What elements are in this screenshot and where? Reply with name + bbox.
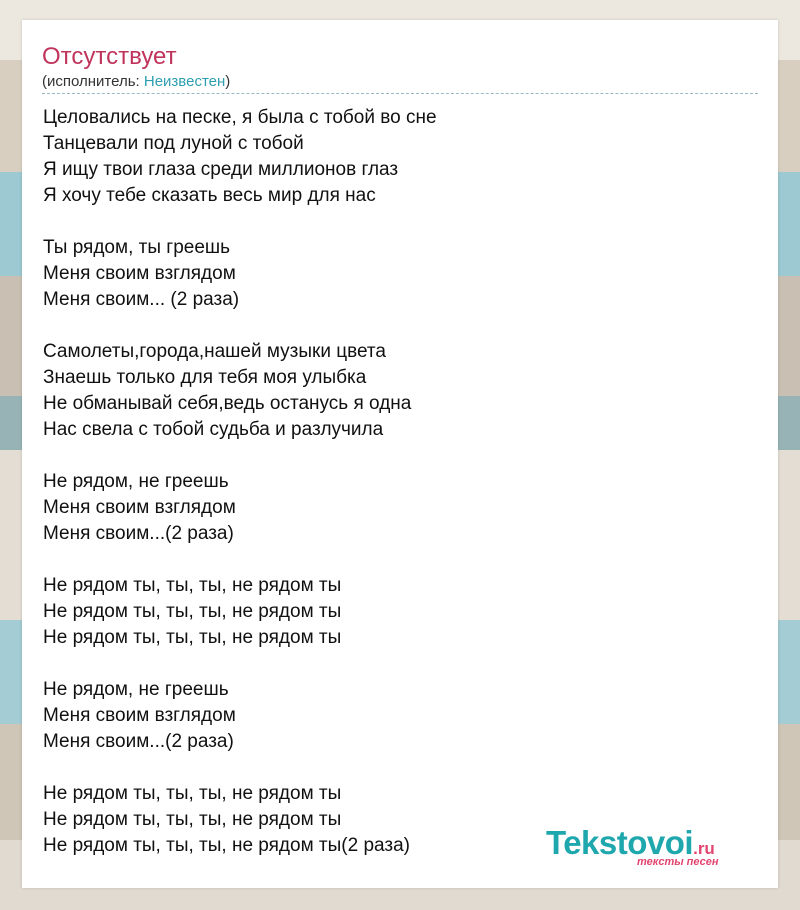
logo-tagline: тексты песен	[637, 856, 719, 868]
artist-prefix: (исполнитель:	[42, 73, 144, 90]
logo-tld: .ru	[693, 839, 715, 858]
logo-name: Tekstovoi	[546, 824, 694, 861]
lyrics-card	[22, 20, 778, 888]
lyrics-text: Целовались на песке, я была с тобой во сне Танцевали под луной с тобой Я ищу твои глаза среди миллионов глаз Я хочу тебе сказать весь мир для нас Ты рядом, ты греешь Меня своим взглядом Меня своим... (2 раза) Самолеты,города,нашей музыки цвета Знаешь только для тебя моя улыбка Не обманывай себя,ведь останусь я одна Нас свела с тобой судьба и разлучила Не рядом, не греешь Меня своим взглядом Меня своим...(2 раза) Не рядом ты, ты, ты, не рядом ты Не рядом ты, ты, ты, не рядом ты Не рядом ты, ты, ты, не рядом ты Не рядом, не греешь Меня своим взглядом Меня своим...(2 раза) Не рядом ты, ты, ты, не рядом ты Не рядом ты, ты, ты, не рядом ты Не рядом ты, ты, ты, не рядом ты(2 раза)	[43, 107, 437, 856]
song-title: Отсутствует	[42, 43, 177, 70]
artist-suffix: )	[225, 73, 231, 90]
title-divider	[42, 93, 758, 94]
artist-line	[42, 73, 230, 91]
artist-link[interactable]: Неизвестен	[143, 73, 226, 90]
